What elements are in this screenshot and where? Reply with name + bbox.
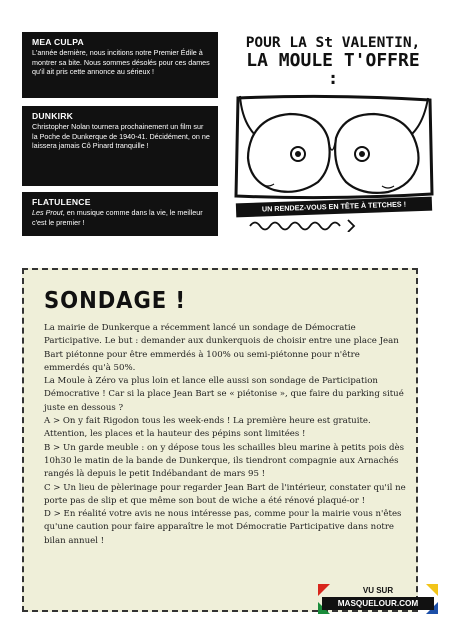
- note-body: [32, 208, 210, 227]
- sondage-body: [44, 322, 408, 548]
- masquelour-logo[interactable]: [322, 586, 436, 616]
- sondage-option-d: D > En réalité votre avis ne nous intéresse pas, comme pour la mairie vous n'êtes qu'une caution pour faire apparaître le mot Démocratie Participative dans notre bilan annuel !: [44, 509, 402, 546]
- valentine-caption: UN RENDEZ-VOUS EN TÊTE À TETCHES !: [236, 197, 432, 218]
- note-body: L'année dernière, nous incitions notre Premier Édile à montrer sa bite. Nous sommes désolés pour ces dames qu'il ait pris cette annonce au sérieux !: [32, 48, 210, 77]
- note-body: Christopher Nolan tournera prochainement un film sur la Poche de Dunkerque de 1940-41. Décidément, on ne laissera jamais Cô Pinard tranquille !: [32, 122, 210, 151]
- sondage-title: SONDAGE !: [44, 288, 187, 314]
- sondage-paragraph: La mairie de Dunkerque a récemment lancé un sondage de Démocratie Participative. Le but : demander aux dunkerquois de choisir entre une place Jean Bart piétonne pour être emmerdés à 100% ou semi-piétonne pour n'être emmerdés qu'à 50%.: [44, 323, 399, 373]
- squiggle-decoration: [248, 218, 356, 232]
- logo-bottom-text: MASQUELOUR.COM: [322, 597, 434, 610]
- sondage-option-c: C > Un lieu de pèlerinage pour regarder Jean Bart de l'intérieur, constater qu'il ne porte pas de slip et que même son bout de wiche a été rénové plaqué-or !: [44, 482, 406, 506]
- note-title: MEA CULPA: [32, 37, 84, 47]
- valentine-title: [238, 34, 428, 88]
- valentine-line1: POUR LA St VALENTIN,: [245, 35, 421, 51]
- sondage-box: [22, 268, 418, 612]
- note-title: DUNKIRK: [32, 111, 74, 121]
- sondage-option-b: B > Un garde meuble : on y dépose tous les schailles bleu marine à petits pois dès 10h30 le matin de la bande de Dunkerque, ils tiendront compagnie aux Arnachés rangés là depuis le petit Indébandant de mars 95 !: [44, 442, 405, 480]
- valentine-line2: LA MOULE T'OFFRE :: [246, 50, 420, 89]
- logo-top-text: VU SUR: [362, 586, 394, 595]
- sondage-paragraph: La Moule à Zéro va plus loin et lance elle aussi son sondage de Participation Démocrative ! Car si la place Jean Bart se « piétonise », que faire du parking situé juste en dessous ?: [44, 376, 404, 413]
- note-dunkirk: [22, 106, 218, 186]
- sondage-option-a: A > On y fait Rigodon tous les week-ends ! La première heure est gratuite. Attention, les places et la hauteur des pépins sont limitées !: [44, 416, 371, 440]
- note-mea-culpa: [22, 32, 218, 98]
- note-body-italic: Les Prout: [32, 208, 63, 217]
- note-body-rest: , en musique comme dans la vie, le meilleur c'est le premier !: [32, 208, 203, 227]
- note-flatulence: [22, 192, 218, 236]
- note-title: FLATULENCE: [32, 197, 91, 207]
- breasts-illustration: [232, 92, 436, 204]
